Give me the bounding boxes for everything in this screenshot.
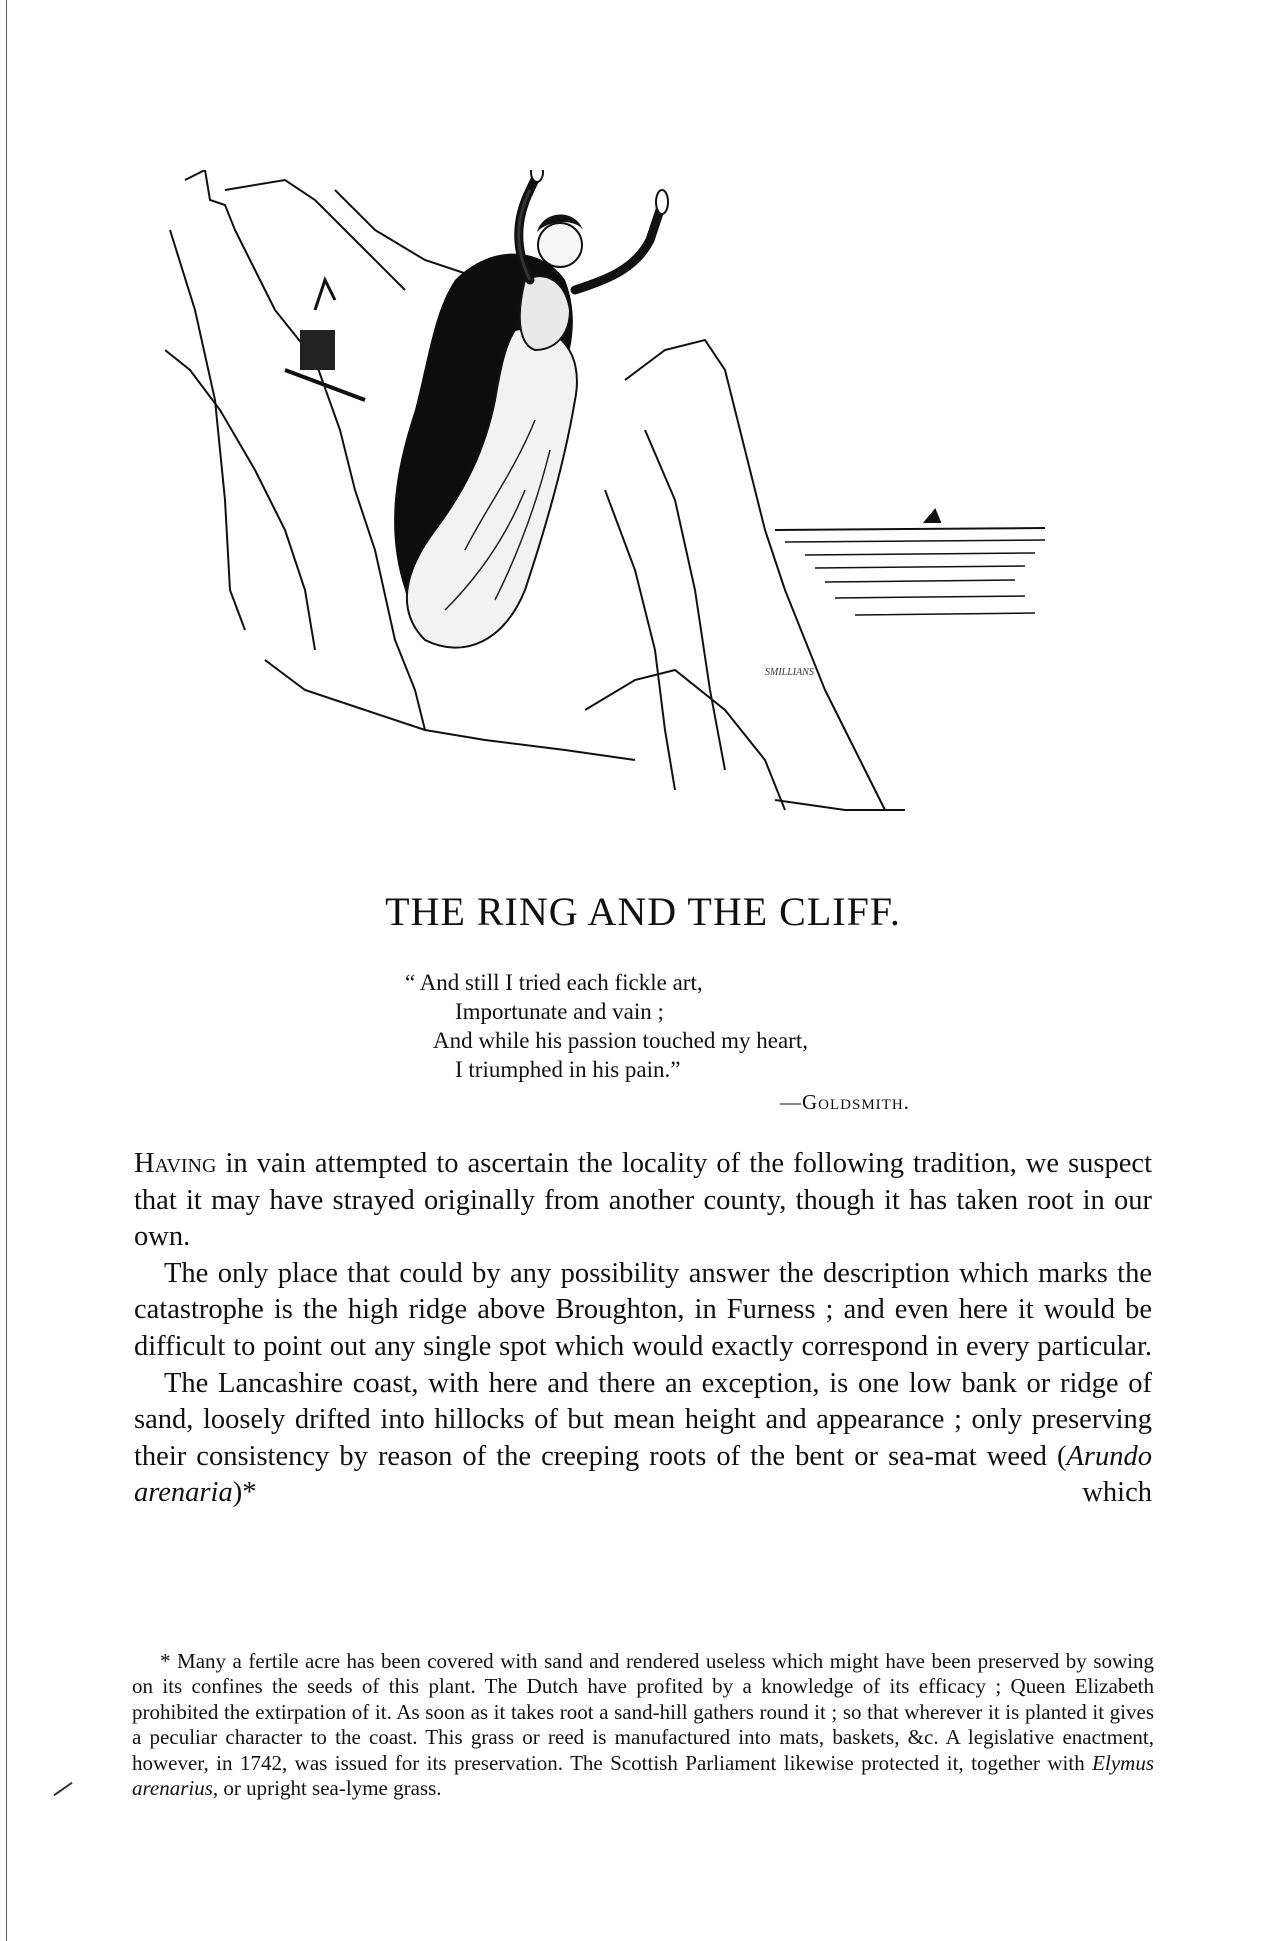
sea-horizon: [775, 528, 1045, 530]
paragraph-2: The only place that could by any possibility answer the description which marks the catastrophe is the high ridge above Broughton, in Furness ; and even here it would be difficult to point out any single spot which would exactly correspond in every particular.: [134, 1257, 1152, 1362]
epigraph-line: I triumphed in his pain.”: [455, 1057, 681, 1082]
epigraph-line: And while his passion touched my heart,: [433, 1028, 808, 1053]
footnote-text: [132, 1649, 1154, 1801]
ship-icon: [925, 510, 940, 522]
paragraph-3: [134, 1366, 1152, 1512]
margin-mark: [53, 1782, 72, 1796]
epigraph-line: “ And still I tried each fickle art,: [405, 970, 703, 995]
paragraph-text: )* which: [232, 1477, 1152, 1509]
cliff-illustration: [165, 170, 1065, 850]
italic-term: Arundo arenaria: [134, 1440, 1152, 1509]
left-cliff-ridge: [170, 230, 245, 630]
artist-signature: SMILLIANS: [765, 667, 814, 678]
footnote-body-end: or upright sea-lyme grass.: [218, 1776, 442, 1801]
woman-figure: [394, 170, 668, 648]
page-edge: [6, 0, 7, 1941]
footnote-italic-term: Elymus arenarius,: [132, 1750, 1154, 1801]
right-cliff-outline: [625, 340, 885, 810]
epigraph: [405, 968, 1005, 1084]
pursuer-figure: [285, 280, 365, 400]
footnote-body: * Many a fertile acre has been covered with sand and rendered useless which might have been preserved by sowing on its confines the seeds of this plant. The Dutch have profited by a knowledge of its efficacy ; Queen Elizabeth prohibited the extirpation of it. As soon as it takes root a sand-hill gathers round it ; so that wherever it is planted it gives a peculiar character to the coast. This grass or reed is manufactured into mats, baskets, &c. A legislative enactment, however, in 1742, was issued for its preservation. The Scottish Parliament likewise protected it, together with: [132, 1649, 1154, 1775]
paragraph-text: in vain attempted to ascertain the locality of the following tradition, we suspect that it may have strayed originally from another county, though it has taken root in our own.: [134, 1148, 1152, 1253]
footnote: [132, 1649, 1154, 1801]
paragraph-text: The Lancashire coast, with here and there an exception, is one low bank or ridge of sand, loosely drifted into hillocks of but mean height and appearance ; only preserving their consistency by reason of the creeping roots of the bent or sea-mat weed (: [134, 1367, 1152, 1472]
paragraph-1: [134, 1146, 1152, 1256]
chapter-title: THE RING AND THE CLIFF.: [385, 889, 901, 934]
drop-lead: Having: [134, 1148, 217, 1179]
epigraph-attribution: —Goldsmith.: [780, 1090, 910, 1114]
left-cliff-ridge: [165, 350, 315, 650]
body-text: [134, 1146, 1152, 1512]
epigraph-line: Importunate and vain ;: [455, 999, 664, 1024]
